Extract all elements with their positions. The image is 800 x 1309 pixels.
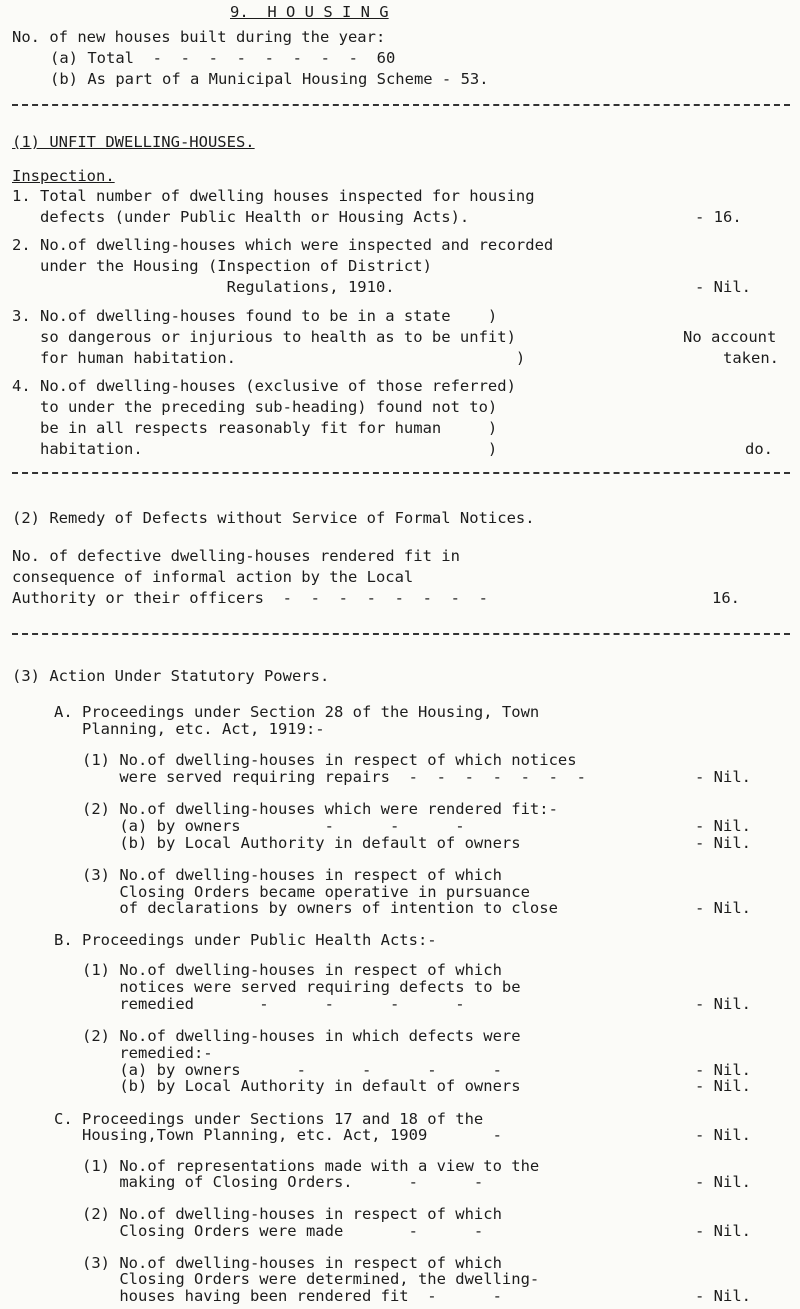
statutory-row-text: (2) No.of dwelling-houses in which defects were [54, 1027, 521, 1045]
statutory-row-text: Closing Orders were determined, the dwelling- [54, 1270, 540, 1288]
item-line: Regulations, 1910. [12, 278, 395, 296]
divider [12, 472, 790, 474]
item-line: so dangerous or injurious to health as to be unfit) [12, 328, 516, 346]
statutory-row-value: - Nil. [695, 817, 751, 835]
statutory-row-text: (2) No.of dwelling-houses which were rendered fit:- [54, 800, 558, 818]
item-line: for human habitation. ) [12, 349, 526, 367]
item-value: No account [683, 328, 777, 346]
item-line: 4. No.of dwelling-houses (exclusive of those referred) [12, 377, 516, 395]
statutory-row-text: (2) No.of dwelling-houses in respect of which [54, 1205, 502, 1223]
item-line: be in all respects reasonably fit for human ) [12, 419, 498, 437]
new-houses-heading: No. of new houses built during the year: [12, 28, 386, 46]
statutory-row-text: notices were served requiring defects to be [54, 978, 521, 996]
statutory-row-value: - Nil. [695, 768, 751, 786]
divider [12, 633, 790, 635]
statutory-row-value: - Nil. [695, 995, 751, 1013]
statutory-row-value: - Nil. [695, 1126, 751, 1144]
statutory-row-value: - Nil. [695, 1061, 751, 1079]
statutory-row-text: Planning, etc. Act, 1919:- [54, 720, 325, 738]
item-line: habitation. ) [12, 440, 498, 458]
statutory-row-text: A. Proceedings under Section 28 of the Housing, Town [54, 703, 540, 721]
statutory-row-text: (3) No.of dwelling-houses in respect of which [54, 1254, 502, 1272]
item-line: 3. No.of dwelling-houses found to be in a state ) [12, 307, 498, 325]
section2-line: consequence of informal action by the Local [12, 568, 414, 586]
statutory-row-text: were served requiring repairs - - - - - - - [54, 768, 586, 786]
divider [12, 104, 790, 106]
item-value: - Nil. [695, 278, 751, 296]
statutory-row-value: - Nil. [695, 834, 751, 852]
statutory-row-text: (1) No.of representations made with a view to the [54, 1157, 540, 1175]
total-houses-line: (a) Total - - - - - - - - 60 [50, 49, 396, 67]
statutory-row-value: - Nil. [695, 1077, 751, 1095]
statutory-row-value: - Nil. [695, 1173, 751, 1191]
statutory-row-value: - Nil. [695, 1222, 751, 1240]
municipal-houses-line: (b) As part of a Municipal Housing Scheme - 53. [50, 70, 489, 88]
statutory-row-text: (3) No.of dwelling-houses in respect of which [54, 866, 502, 884]
statutory-row-text: (b) by Local Authority in default of owners [54, 834, 521, 852]
statutory-row-text: Closing Orders were made - - [54, 1222, 484, 1240]
section2-line: No. of defective dwelling-houses rendered fit in [12, 547, 460, 565]
statutory-row-text: (1) No.of dwelling-houses in respect of which [54, 961, 502, 979]
statutory-row-text: of declarations by owners of intention to close [54, 899, 558, 917]
section2-value: 16. [712, 589, 740, 607]
item-value: taken. [723, 349, 779, 367]
item-line: 2. No.of dwelling-houses which were inspected and recorded [12, 236, 554, 254]
section2-heading: (2) Remedy of Defects without Service of Formal Notices. [12, 509, 535, 527]
statutory-row-text: Closing Orders became operative in pursuance [54, 883, 530, 901]
section1-heading: (1) UNFIT DWELLING-HOUSES. [12, 133, 255, 151]
statutory-row-text: (1) No.of dwelling-houses in respect of which notices [54, 751, 577, 769]
statutory-row-text: remedied - - - - [54, 995, 465, 1013]
statutory-row-value: - Nil. [695, 1287, 751, 1305]
statutory-row-text: C. Proceedings under Sections 17 and 18 of the [54, 1110, 484, 1128]
item-line: 1. Total number of dwelling houses inspected for housing [12, 187, 535, 205]
item-value: do. [745, 440, 773, 458]
statutory-row-text: (b) by Local Authority in default of owners [54, 1077, 521, 1095]
page-title: 9. H O U S I N G [230, 3, 389, 21]
item-value: - 16. [695, 208, 742, 226]
statutory-row-text: (a) by owners - - - [54, 817, 465, 835]
statutory-row-text: B. Proceedings under Public Health Acts:- [54, 931, 437, 949]
statutory-row-text: making of Closing Orders. - - [54, 1173, 484, 1191]
statutory-row-text: remedied:- [54, 1044, 213, 1062]
item-line: under the Housing (Inspection of District) [12, 257, 432, 275]
statutory-row-text: houses having been rendered fit - - [54, 1287, 502, 1305]
item-line: defects (under Public Health or Housing Acts). [12, 208, 470, 226]
section3-heading: (3) Action Under Statutory Powers. [12, 667, 330, 685]
section2-line: Authority or their officers - - - - - - - - [12, 589, 488, 607]
inspection-subheading: Inspection. [12, 167, 115, 185]
statutory-row-text: (a) by owners - - - - [54, 1061, 502, 1079]
statutory-row-value: - Nil. [695, 899, 751, 917]
item-line: to under the preceding sub-heading) found not to) [12, 398, 498, 416]
statutory-row-text: Housing,Town Planning, etc. Act, 1909 - [54, 1126, 502, 1144]
